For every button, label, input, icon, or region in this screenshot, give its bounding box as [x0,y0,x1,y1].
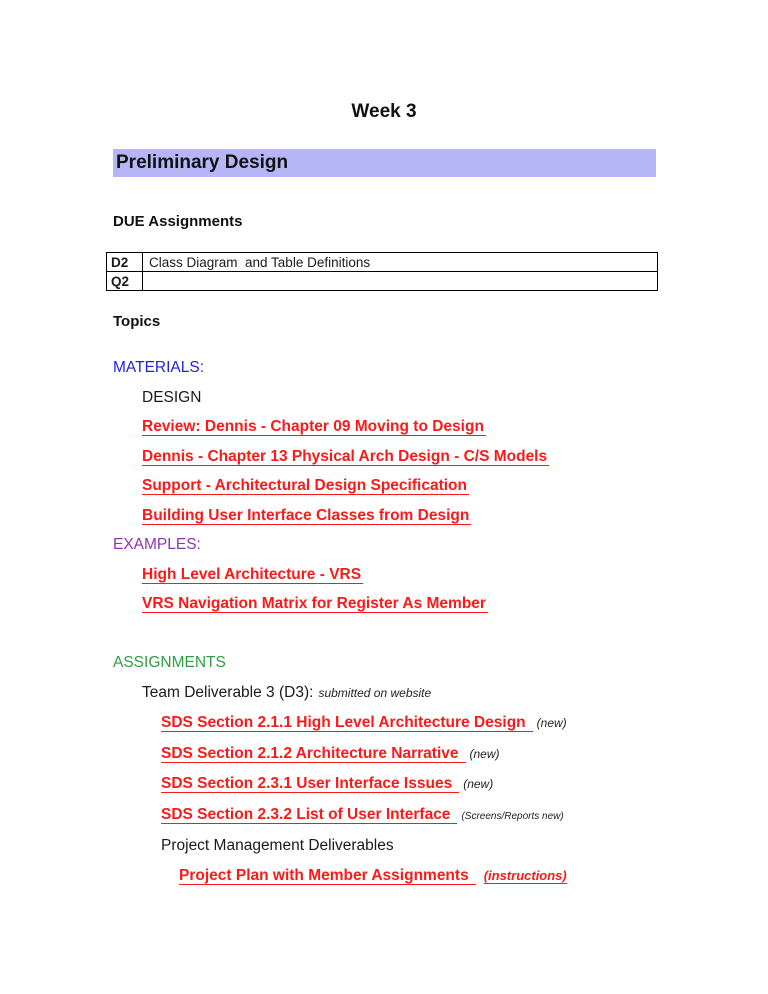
project-plan-line [113,861,656,891]
link-vrs-navigation-matrix[interactable]: VRS Navigation Matrix for Register As Member [142,595,486,612]
link-instructions[interactable]: (instructions) [483,867,567,883]
team-deliverable-text: Team Deliverable 3 (D3): [142,683,314,701]
link-project-plan-member-assignments[interactable]: Project Plan with Member Assignments [179,867,476,885]
list-item [113,589,656,619]
link-dennis-chapter-13[interactable]: Dennis - Chapter 13 Physical Arch Design - C/S Models [142,447,548,465]
materials-label: MATERIALS: [113,359,205,376]
list-item [113,501,656,531]
document-content [0,149,768,890]
team-deliverable-note: submitted on website [318,685,432,700]
link-high-level-architecture-vrs[interactable]: High Level Architecture - VRS [142,565,362,583]
link-sds-section-2-3-1[interactable]: SDS Section 2.3.1 User Interface Issues [161,775,459,793]
link-building-user-interface-classes[interactable]: Building User Interface Classes from Design [142,506,470,524]
sds-note: (new) [469,746,500,761]
examples-label: EXAMPLES: [113,536,201,553]
table-row [107,272,658,291]
spacer-line [113,619,656,649]
sds-note: (new) [536,716,567,730]
sds-note: (new) [463,777,494,791]
list-item [113,560,656,590]
materials-item-design: DESIGN [142,388,202,406]
assignment-code-d2: D2 [107,253,143,272]
list-item [113,739,656,770]
assignment-code-q2: Q2 [107,272,143,291]
page-title: Week 3 [351,101,417,122]
list-item [113,442,656,472]
topics-heading: Topics [113,313,161,330]
link-sds-section-2-1-1[interactable]: SDS Section 2.1.1 High Level Architecture Design [161,714,533,732]
due-assignments-table [106,252,658,291]
section-heading-preliminary-design: Preliminary Design [113,149,656,177]
assignments-label: ASSIGNMENTS [113,654,226,671]
link-sds-section-2-1-2[interactable]: SDS Section 2.1.2 Architecture Narrative [161,745,466,763]
team-deliverable-line [113,678,656,709]
sds-note: (Screens/Reports new) [461,810,564,822]
topics-body [113,353,656,890]
link-sds-section-2-3-2[interactable]: SDS Section 2.3.2 List of User Interface [161,806,457,824]
assignment-description-d2: Class Diagram and Table Definitions [143,253,658,272]
link-support-architectural-design-spec[interactable]: Support - Architectural Design Specification [142,477,467,494]
assignment-description-q2 [143,272,658,291]
link-review-dennis-chapter-09[interactable]: Review: Dennis - Chapter 09 Moving to Design [142,418,484,435]
table-row [107,253,658,272]
project-management-deliverables-text: Project Management Deliverables [161,837,394,854]
list-item [113,769,656,800]
list-item [113,471,656,501]
list-item [113,412,656,442]
list-item [113,800,656,832]
due-assignments-heading: DUE Assignments [113,213,243,230]
list-item [113,708,656,739]
